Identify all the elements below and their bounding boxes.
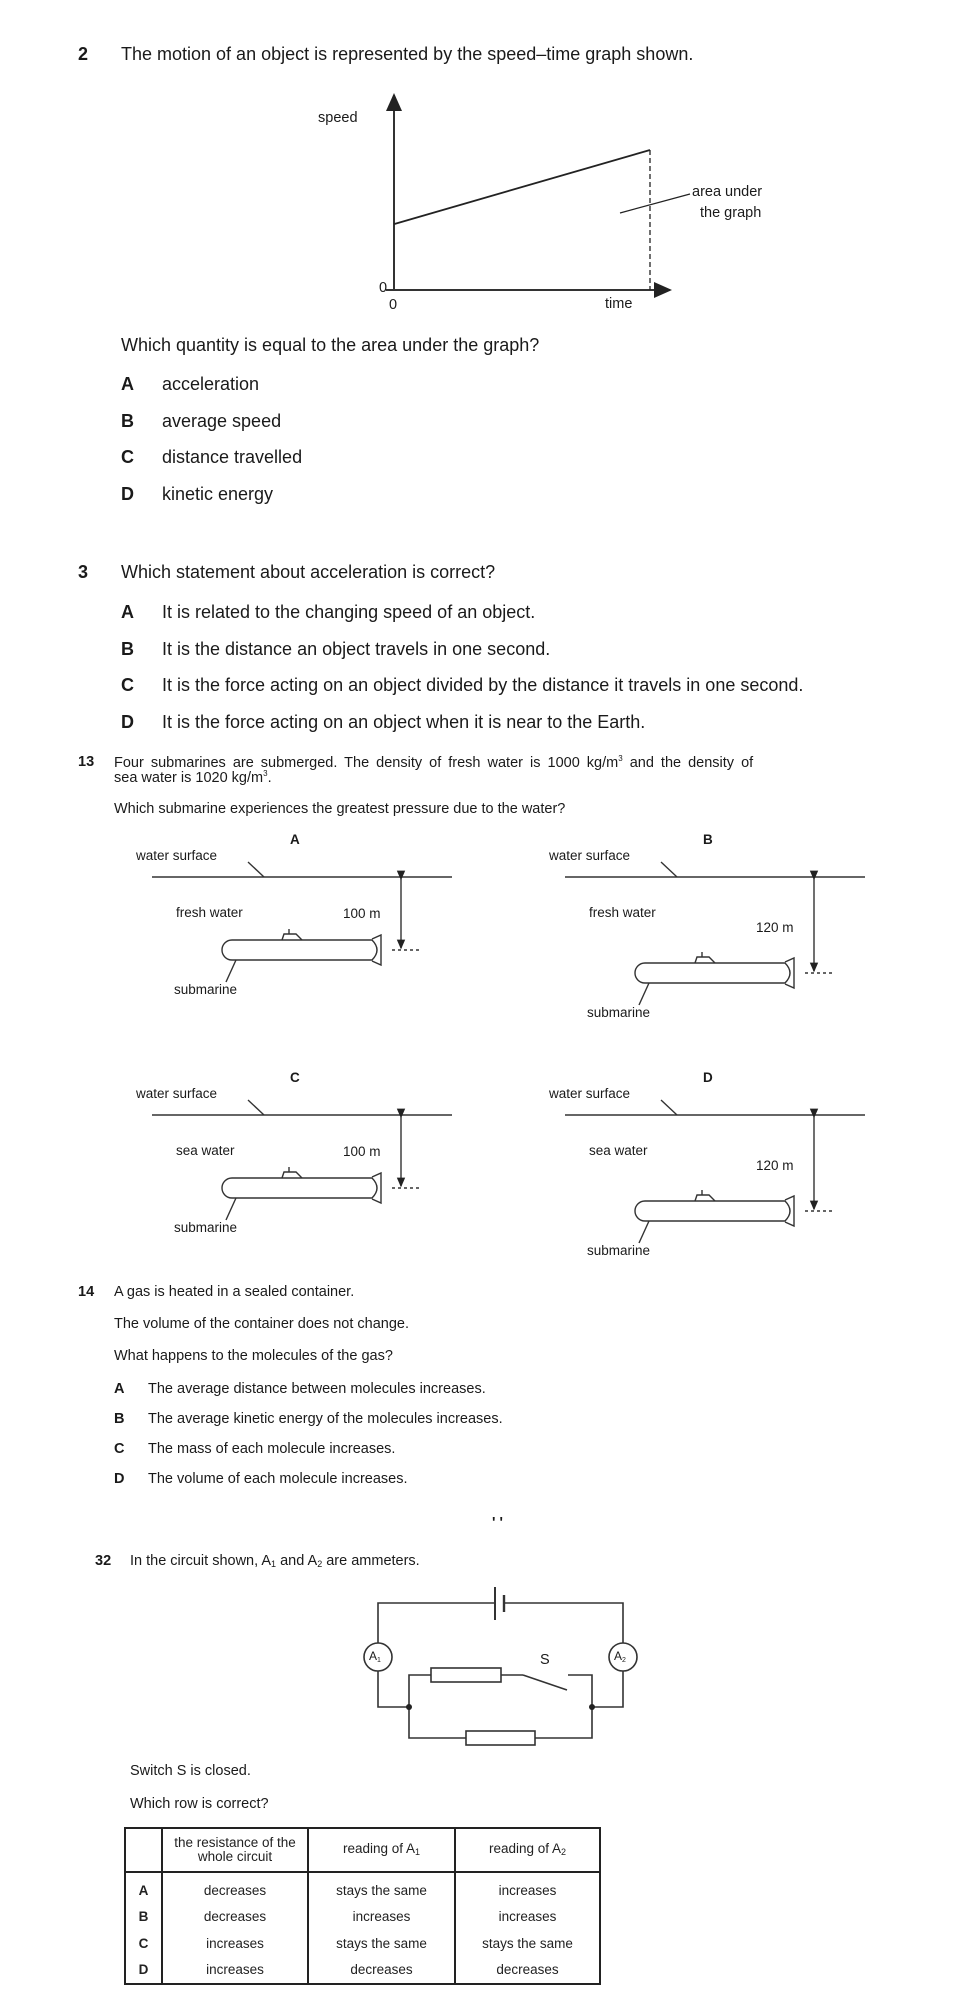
submarine-diagram-d [565, 1100, 865, 1243]
option-text: It is the distance an object travels in one second. [162, 639, 551, 659]
x-axis-label: time [605, 296, 633, 312]
table-row[interactable] [125, 1930, 600, 1957]
table-cell: increases [455, 1904, 600, 1931]
question-stem: A gas is heated in a sealed container. [114, 1284, 355, 1300]
option-letter: B [121, 639, 134, 659]
option-letter: C [121, 447, 134, 467]
table-header [308, 1828, 455, 1872]
subscript: 1 [377, 1657, 381, 1664]
question-number: 2 [78, 44, 89, 64]
superscript: 3 [618, 754, 623, 763]
surface-label: water surface [136, 1086, 218, 1101]
table-cell: increases [162, 1957, 308, 1985]
stem-text: . [267, 770, 272, 786]
question-stem-line2 [114, 769, 272, 786]
option-letter: C [114, 1441, 125, 1457]
diagram-letter: B [703, 832, 713, 847]
option-text: The average kinetic energy of the molecules increases. [148, 1411, 503, 1427]
annotation-leader [620, 194, 690, 213]
option-text: It is related to the changing speed of an object. [162, 602, 536, 622]
resistor-lower [466, 1731, 535, 1745]
annotation-text: the graph [700, 205, 762, 221]
submarine-hull [222, 940, 377, 960]
submarine-diagram-c [152, 1100, 452, 1220]
submarine-leader [226, 960, 236, 982]
option-letter: B [121, 411, 134, 431]
annotation-text: area under [692, 184, 763, 200]
question-stem: The volume of the container does not change. [114, 1316, 410, 1332]
depth-label: 100 m [343, 906, 381, 921]
option-letter: A [121, 602, 134, 622]
question-stem: The motion of an object is represented by the speed–time graph shown. [121, 44, 694, 64]
water-type-label: fresh water [589, 905, 656, 920]
question-stem [130, 1553, 420, 1569]
question-text: Switch S is closed. [130, 1763, 251, 1779]
table-header [455, 1828, 600, 1872]
option-text: It is the force acting on an object when it is near to the Earth. [162, 712, 646, 732]
diagram-letter: A [290, 832, 300, 847]
option-text: The average distance between molecules increases. [148, 1381, 486, 1397]
option-letter: D [121, 484, 134, 504]
row-letter: B [125, 1904, 162, 1931]
option-text: distance travelled [162, 447, 303, 467]
question-number: 14 [78, 1284, 95, 1300]
surface-leader [661, 862, 677, 877]
surface-leader [248, 1100, 264, 1115]
table-cell: increases [162, 1930, 308, 1957]
surface-leader [248, 862, 264, 877]
submarine-leader [639, 983, 649, 1005]
table-row[interactable] [125, 1872, 600, 1904]
ammeter-letter: A [369, 1649, 378, 1663]
superscript: 3 [263, 769, 268, 778]
stem-text: and A [276, 1553, 318, 1569]
question-prompt: What happens to the molecules of the gas? [114, 1348, 393, 1364]
submarine-leader [226, 1198, 236, 1220]
submarine-hull [635, 1201, 790, 1221]
y-axis-label: speed [318, 110, 358, 126]
answer-table [124, 1827, 601, 1985]
table-header [125, 1828, 162, 1872]
submarine-label: submarine [174, 982, 238, 997]
stem-text: sea water is 1020 kg/m [114, 770, 264, 786]
y-origin-label: 0 [379, 280, 388, 296]
submarine-label: submarine [587, 1005, 651, 1020]
table-header: the resistance of the whole circuit [162, 1828, 308, 1872]
option-text: The mass of each molecule increases. [148, 1441, 396, 1457]
speed-line [394, 150, 650, 224]
ammeter-a1-label [369, 1649, 381, 1664]
circuit-diagram [364, 1587, 637, 1745]
question-number: 13 [78, 754, 95, 770]
depth-label: 120 m [756, 920, 794, 935]
ammeter-a2-label [614, 1649, 626, 1664]
option-letter: B [114, 1411, 125, 1427]
table-cell: decreases [162, 1872, 308, 1904]
water-type-label: sea water [589, 1143, 648, 1158]
subscript: 1 [415, 1847, 421, 1858]
submarine-tower [282, 934, 302, 940]
surface-leader [661, 1100, 677, 1115]
option-text: average speed [162, 411, 282, 431]
option-text: kinetic energy [162, 484, 274, 504]
ammeter-letter: A [614, 1649, 623, 1663]
table-cell: increases [455, 1872, 600, 1904]
table-row[interactable] [125, 1904, 600, 1931]
switch-label: S [540, 1652, 550, 1668]
question-prompt: Which quantity is equal to the area under the graph? [121, 335, 540, 355]
depth-label: 100 m [343, 1144, 381, 1159]
diagram-letter: C [290, 1070, 300, 1085]
option-letter: D [121, 712, 134, 732]
water-type-label: fresh water [176, 905, 243, 920]
question-prompt: Which submarine experiences the greatest pressure due to the water? [114, 801, 566, 817]
surface-label: water surface [549, 1086, 631, 1101]
submarine-diagram-a [152, 862, 452, 982]
stem-text: are ammeters. [322, 1553, 420, 1569]
table-row[interactable] [125, 1957, 600, 1985]
row-letter: D [125, 1957, 162, 1985]
submarine-tower [282, 1172, 302, 1178]
junction-left [406, 1704, 412, 1710]
depth-label: 120 m [756, 1158, 794, 1173]
diagram-letter: D [703, 1070, 713, 1085]
surface-label: water surface [549, 848, 631, 863]
table-cell: stays the same [455, 1930, 600, 1957]
option-letter: A [114, 1381, 125, 1397]
submarine-tower [695, 957, 715, 963]
submarine-diagram-b [565, 862, 865, 1005]
table-cell: stays the same [308, 1930, 455, 1957]
stem-text: In the circuit shown, A [130, 1553, 272, 1569]
x-origin-label: 0 [389, 297, 398, 313]
header-text: reading of A [342, 1841, 416, 1857]
row-letter: A [125, 1872, 162, 1904]
submarine-label: submarine [587, 1243, 651, 1258]
submarine-hull [222, 1178, 377, 1198]
junction-right [589, 1704, 595, 1710]
subscript: 2 [622, 1657, 626, 1664]
option-letter: C [121, 675, 134, 695]
stem-text: Four submarines are submerged. The density of fresh water is 1000 kg/m [114, 755, 619, 771]
switch-s [523, 1675, 567, 1690]
question-number: 3 [78, 562, 89, 582]
table-cell: decreases [308, 1957, 455, 1985]
submarine-label: submarine [174, 1220, 238, 1235]
stray-mark: ' ' [492, 1515, 503, 1531]
stem-text: and the density of [622, 755, 754, 771]
table-cell: decreases [455, 1957, 600, 1985]
option-text: The volume of each molecule increases. [148, 1471, 408, 1487]
table-header-row [125, 1828, 600, 1872]
question-number: 32 [95, 1553, 112, 1569]
question-prompt: Which row is correct? [130, 1796, 269, 1812]
option-text: It is the force acting on an object divided by the distance it travels in one second. [162, 675, 804, 695]
option-letter: A [121, 374, 134, 394]
subscript: 2 [317, 1559, 323, 1569]
submarine-hull [635, 963, 790, 983]
table-cell: decreases [162, 1904, 308, 1931]
row-letter: C [125, 1930, 162, 1957]
header-text: reading of A [488, 1841, 562, 1857]
water-type-label: sea water [176, 1143, 235, 1158]
submarine-leader [639, 1221, 649, 1243]
table-cell: stays the same [308, 1872, 455, 1904]
option-text: acceleration [162, 374, 260, 394]
resistor-upper [431, 1668, 501, 1682]
submarine-tower [695, 1195, 715, 1201]
question-stem: Which statement about acceleration is correct? [121, 562, 496, 582]
subscript: 1 [271, 1559, 277, 1569]
table-cell: increases [308, 1904, 455, 1931]
surface-label: water surface [136, 848, 218, 863]
option-letter: D [114, 1471, 125, 1487]
subscript: 2 [561, 1847, 567, 1858]
